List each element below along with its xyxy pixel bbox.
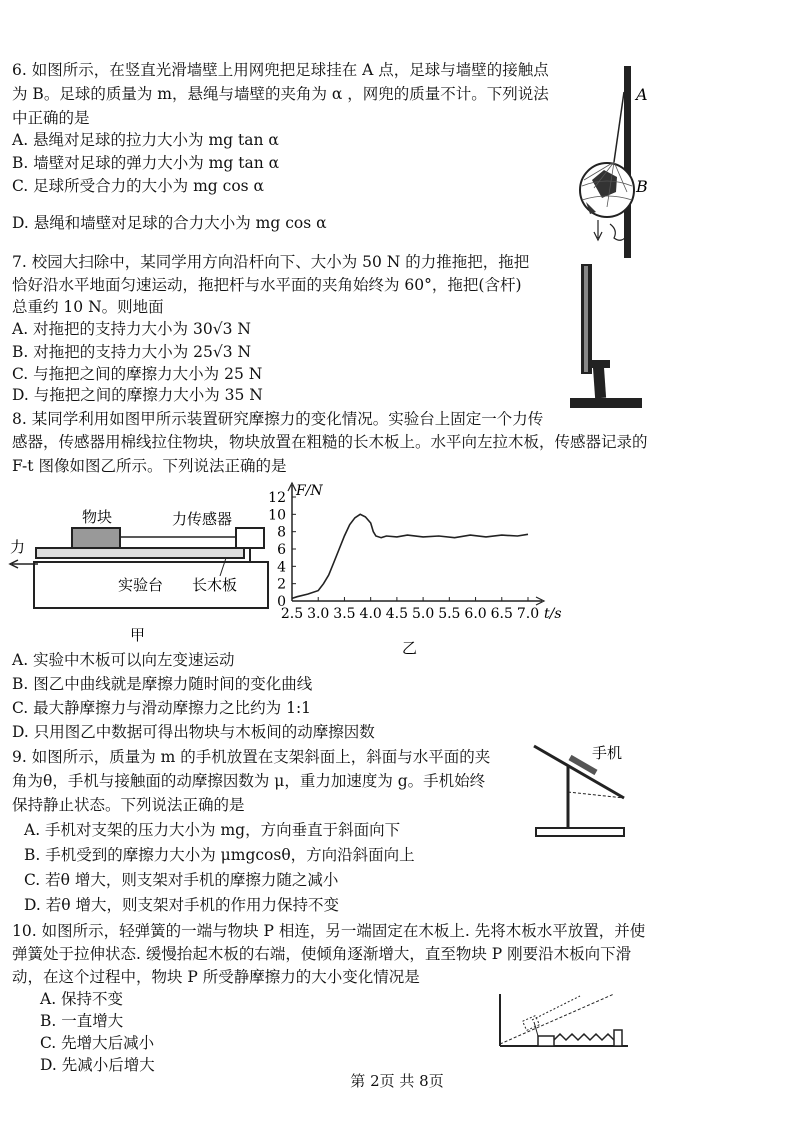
x-tick-label: 3.0 [307, 606, 330, 622]
q6-option-c: C. 足球所受合力的大小为 mg cos α [12, 177, 264, 195]
q8-option-d: D. 只用图乙中数据可得出物块与木板间的动摩擦因数 [12, 723, 375, 741]
q8-line-2: 感器，传感器用棉线拉住物块，物块放置在粗糙的长木板上。水平向左拉木板，传感器记录的 [12, 433, 648, 451]
wall [624, 66, 631, 258]
q7-line-3: 总重约 10 N。则地面 [12, 298, 164, 316]
q6-ball-figure [572, 62, 662, 262]
q10-option-c: C. 先增大后减小 [40, 1034, 155, 1052]
q9-option-c: C. 若θ 增大，则支架对手机的摩擦力随之减小 [24, 871, 339, 889]
q8-fig-jia [8, 506, 270, 648]
q9-phone-stand-figure [528, 736, 638, 846]
y-tick-label: 8 [277, 524, 286, 541]
spring-horizontal [554, 1034, 614, 1040]
q10-line-1: 10. 如图所示，轻弹簧的一端与物块 P 相连，另一端固定在木板上. 先将木板水平放置，并使 [12, 922, 646, 940]
rope [614, 92, 624, 162]
label-b: B [636, 177, 648, 196]
q9-line-3: 保持静止状态。下列说法正确的是 [12, 796, 245, 814]
x-tick-label: 5.5 [438, 606, 461, 622]
label-phone: 手机 [592, 744, 623, 762]
long-board [36, 548, 244, 558]
label-table: 实验台 [118, 576, 164, 594]
x-tick-label: 2.5 [280, 606, 304, 622]
x-tick-label: 4.5 [385, 606, 409, 622]
q6-line-3: 中正确的是 [12, 109, 90, 127]
series-line [292, 514, 528, 598]
label-sensor: 力传感器 [172, 510, 233, 528]
y-tick-label: 4 [277, 559, 286, 576]
q8-option-c: C. 最大静摩擦力与滑动摩擦力之比约为 1:1 [12, 699, 312, 717]
x-tick-label: 3.5 [333, 606, 356, 622]
q6-option-d: D. 悬绳和墙壁对足球的合力大小为 mg cos α [12, 214, 327, 232]
q10-line-2: 弹簧处于拉伸状态. 缓慢抬起木板的右端，使倾角逐渐增大，直至物块 P 刚要沿木板向下滑 [12, 945, 632, 963]
mop-head [570, 398, 642, 408]
q9-option-b: B. 手机受到的摩擦力大小为 μmgcosθ，方向沿斜面向上 [24, 846, 415, 864]
q8-line-3: F-t 图像如图乙所示。下列说法正确的是 [12, 457, 287, 475]
q7-option-a: A. 对拖把的支持力大小为 30√3 N [12, 320, 251, 338]
q7-option-d: D. 与拖把之间的摩擦力大小为 35 N [12, 386, 263, 404]
q7-mop-figure [560, 262, 650, 414]
gravity-arrow [594, 220, 602, 240]
x-tick-label: 7.0 [516, 606, 540, 622]
label-force: 力 [10, 538, 26, 556]
q6-option-b: B. 墙壁对足球的弹力大小为 mg tan α [12, 154, 280, 172]
label-block: 物块 [82, 508, 113, 526]
y-tick-label: 12 [268, 490, 286, 506]
page-footer: 第 2页 共 8页 [350, 1072, 444, 1090]
q10-line-3: 动，在这个过程中，物块 P 所受静摩擦力的大小变化情况是 [12, 968, 420, 986]
x-tick-label: 6.5 [490, 606, 513, 622]
mop-handle-lower [593, 366, 606, 399]
x-tick-label: 5.0 [411, 606, 435, 622]
q10-option-d: D. 先减小后增大 [40, 1056, 155, 1074]
q7-option-c: C. 与拖把之间的摩擦力大小为 25 N [12, 365, 263, 383]
q9-line-1: 9. 如图所示，质量为 m 的手机放置在支架斜面上，斜面与水平面的夹 [12, 748, 491, 766]
y-axis-label: F/N [296, 483, 323, 499]
stand-base [536, 828, 624, 836]
q9-option-a: A. 手机对支架的压力大小为 mg，方向垂直于斜面向下 [24, 821, 401, 839]
caption-jia: 甲 [130, 626, 146, 644]
q7-option-b: B. 对拖把的支持力大小为 25√3 N [12, 343, 252, 361]
q7-line-1: 7. 校园大扫除中，某同学用方向沿杆向下、大小为 50 N 的力推拖把，拖把 [12, 253, 530, 271]
q6-option-a: A. 悬绳对足球的拉力大小为 mg tan α [12, 131, 279, 149]
q8-option-b: B. 图乙中曲线就是摩擦力随时间的变化曲线 [12, 675, 313, 693]
block [72, 528, 120, 548]
q6-line-1: 6. 如图所示，在竖直光滑墙壁上用网兜把足球挂在 A 点，足球与墙壁的接触点 [12, 61, 549, 79]
q9-option-d: D. 若θ 增大，则支架对手机的作用力保持不变 [24, 896, 339, 914]
label-board: 长木板 [192, 576, 238, 594]
y-tick-label: 0 [277, 594, 286, 610]
x-axis-label: t/s [544, 606, 562, 622]
q8-chart-yi [258, 476, 562, 657]
q10-spring-board-figure [494, 990, 634, 1056]
block-p [538, 1036, 554, 1046]
q10-option-a: A. 保持不变 [40, 990, 124, 1008]
q10-option-b: B. 一直增大 [40, 1012, 124, 1030]
y-tick-label: 10 [268, 507, 286, 524]
q9-line-2: 角为θ，手机与接触面的动摩擦因数为 μ，重力加速度为 g。手机始终 [12, 772, 486, 790]
label-a: A [636, 85, 648, 104]
x-tick-label: 4.0 [359, 606, 382, 622]
q6-line-2: 为 B。足球的质量为 m，悬绳与墙壁的夹角为 α ，网兜的质量不计。下列说法 [12, 85, 549, 103]
q8-option-a: A. 实验中木板可以向左变速运动 [12, 651, 235, 669]
q7-line-2: 恰好沿水平地面匀速运动，拖把杆与水平面的夹角始终为 60°，拖把(含杆) [12, 276, 522, 294]
y-tick-label: 6 [277, 542, 286, 558]
caption-yi: 乙 [402, 639, 418, 657]
q8-line-1: 8. 某同学利用如图甲所示装置研究摩擦力的变化情况。实验台上固定一个力传 [12, 410, 544, 428]
x-tick-label: 6.0 [464, 606, 487, 622]
y-tick-label: 2 [277, 576, 286, 593]
